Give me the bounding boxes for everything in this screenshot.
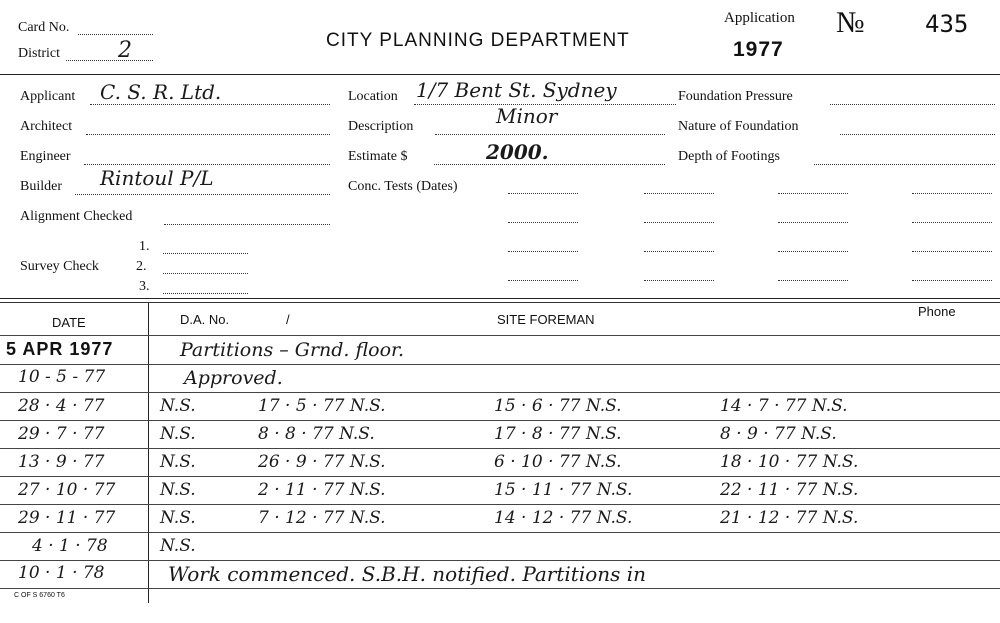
- conc-test-line: [508, 280, 578, 281]
- table-row-entry: 14 · 7 · 77 N.S.: [720, 396, 848, 416]
- row-rule: [0, 364, 1000, 365]
- table-row-entry: 22 · 11 · 77 N.S.: [720, 480, 859, 500]
- location-label: Location: [348, 89, 398, 104]
- description-line: [435, 134, 665, 135]
- table-row-date: 27 · 10 · 77: [18, 480, 116, 500]
- application-number: 435: [925, 10, 969, 38]
- table-row-entry: 14 · 12 · 77 N.S.: [494, 508, 633, 528]
- district-line: [66, 60, 153, 61]
- engineer-line: [84, 164, 330, 165]
- number-symbol: №: [836, 6, 865, 39]
- table-row-date: 10 · 1 · 78: [18, 563, 105, 583]
- table-row-date: 29 · 7 · 77: [18, 424, 105, 444]
- table-row-entry: 15 · 6 · 77 N.S.: [494, 396, 622, 416]
- table-row-entry: N.S.: [160, 480, 196, 500]
- engineer-label: Engineer: [20, 149, 71, 164]
- row-rule: [0, 335, 1000, 336]
- district-value: 2: [118, 38, 132, 63]
- table-row-entry: Approved.: [184, 367, 283, 389]
- builder-value: Rintoul P/L: [100, 166, 214, 190]
- date-header: DATE: [52, 315, 86, 330]
- architect-label: Architect: [20, 119, 73, 134]
- table-row-entry: N.S.: [160, 452, 196, 472]
- table-row-entry: Partitions – Grnd. floor.: [180, 339, 405, 361]
- card-no-label: Card No.: [18, 20, 70, 35]
- conc-test-line: [778, 193, 848, 194]
- conc-test-line: [778, 251, 848, 252]
- conc-test-line: [644, 280, 714, 281]
- description-value: Minor: [496, 104, 558, 128]
- application-year: 1977: [733, 38, 784, 61]
- depth-footings-label: Depth of Footings: [678, 149, 780, 164]
- row-rule: [0, 588, 1000, 589]
- conc-test-line: [508, 251, 578, 252]
- conc-test-line: [508, 222, 578, 223]
- survey-2-label: 2.: [136, 259, 147, 274]
- table-row-date: 4 · 1 · 78: [32, 536, 108, 556]
- conc-tests-label: Conc. Tests (Dates): [348, 179, 458, 194]
- builder-label: Builder: [20, 179, 62, 194]
- foundation-pressure-line: [830, 104, 995, 105]
- alignment-label: Alignment Checked: [20, 209, 133, 224]
- foundation-pressure-label: Foundation Pressure: [678, 89, 793, 104]
- survey-2-line: [163, 273, 248, 274]
- table-row-entry: 18 · 10 · 77 N.S.: [720, 452, 859, 472]
- table-row-entry: 8 · 9 · 77 N.S.: [720, 424, 837, 444]
- table-row-entry: N.S.: [160, 396, 196, 416]
- table-row-entry: 17 · 8 · 77 N.S.: [494, 424, 622, 444]
- da-slash: /: [286, 312, 290, 327]
- conc-test-line: [644, 251, 714, 252]
- estimate-label: Estimate $: [348, 149, 408, 164]
- conc-test-line: [912, 222, 992, 223]
- conc-test-line: [912, 193, 992, 194]
- conc-test-line: [912, 251, 992, 252]
- form-code: C OF S 6760 T6: [14, 592, 65, 599]
- conc-test-line: [644, 222, 714, 223]
- site-foreman-header: SITE FOREMAN: [497, 312, 595, 327]
- table-top-rule-inner: [0, 302, 1000, 303]
- nature-foundation-label: Nature of Foundation: [678, 119, 799, 134]
- survey-3-line: [163, 293, 248, 294]
- estimate-line: [434, 164, 665, 165]
- table-row-date: 13 · 9 · 77: [18, 452, 105, 472]
- depth-footings-line: [814, 164, 995, 165]
- architect-line: [86, 134, 330, 135]
- application-label: Application: [724, 10, 795, 26]
- row-rule: [0, 560, 1000, 561]
- builder-line: [75, 194, 330, 195]
- applicant-line: [90, 104, 330, 105]
- table-row-entry: 26 · 9 · 77 N.S.: [258, 452, 386, 472]
- survey-3-label: 3.: [139, 279, 150, 294]
- row-rule: [0, 420, 1000, 421]
- applicant-value: C. S. R. Ltd.: [100, 80, 222, 104]
- date-column-divider: [148, 303, 149, 603]
- table-row-date: 10 - 5 - 77: [18, 367, 106, 387]
- department-title: CITY PLANNING DEPARTMENT: [326, 30, 630, 51]
- phone-header: Phone: [918, 304, 956, 319]
- district-label: District: [18, 46, 60, 61]
- table-row-date: 29 · 11 · 77: [18, 508, 116, 528]
- row-rule: [0, 504, 1000, 505]
- row-rule: [0, 532, 1000, 533]
- table-row-entry: 8 · 8 · 77 N.S.: [258, 424, 375, 444]
- table-row-entry: N.S.: [160, 508, 196, 528]
- conc-test-line: [912, 280, 992, 281]
- location-value: 1/7 Bent St. Sydney: [416, 78, 617, 102]
- survey-1-label: 1.: [139, 239, 150, 254]
- row-rule: [0, 448, 1000, 449]
- table-row-entry: N.S.: [160, 536, 196, 556]
- applicant-label: Applicant: [20, 89, 76, 104]
- table-row-entry: 21 · 12 · 77 N.S.: [720, 508, 859, 528]
- table-row-entry: 2 · 11 · 77 N.S.: [258, 480, 386, 500]
- survey-label: Survey Check: [20, 259, 99, 274]
- table-row-entry: 6 · 10 · 77 N.S.: [494, 452, 622, 472]
- table-row-entry: 17 · 5 · 77 N.S.: [258, 396, 386, 416]
- conc-test-line: [644, 193, 714, 194]
- nature-foundation-line: [840, 134, 995, 135]
- table-row-date: 5 APR 1977: [6, 339, 114, 359]
- row-rule: [0, 392, 1000, 393]
- header-rule: [0, 74, 1000, 75]
- card-no-line: [78, 34, 153, 35]
- table-top-rule: [0, 298, 1000, 299]
- da-header: D.A. No.: [180, 312, 230, 327]
- survey-1-line: [163, 253, 248, 254]
- table-row-entry: 15 · 11 · 77 N.S.: [494, 480, 633, 500]
- conc-test-line: [778, 222, 848, 223]
- description-label: Description: [348, 119, 414, 134]
- estimate-value: 2000.: [486, 140, 549, 164]
- alignment-line: [164, 224, 330, 225]
- table-row-entry: Work commenced. S.B.H. notified. Partitions in: [168, 562, 647, 586]
- table-row-entry: N.S.: [160, 424, 196, 444]
- table-row-date: 28 · 4 · 77: [18, 396, 105, 416]
- conc-test-line: [778, 280, 848, 281]
- table-row-entry: 7 · 12 · 77 N.S.: [258, 508, 386, 528]
- row-rule: [0, 476, 1000, 477]
- conc-test-line: [508, 193, 578, 194]
